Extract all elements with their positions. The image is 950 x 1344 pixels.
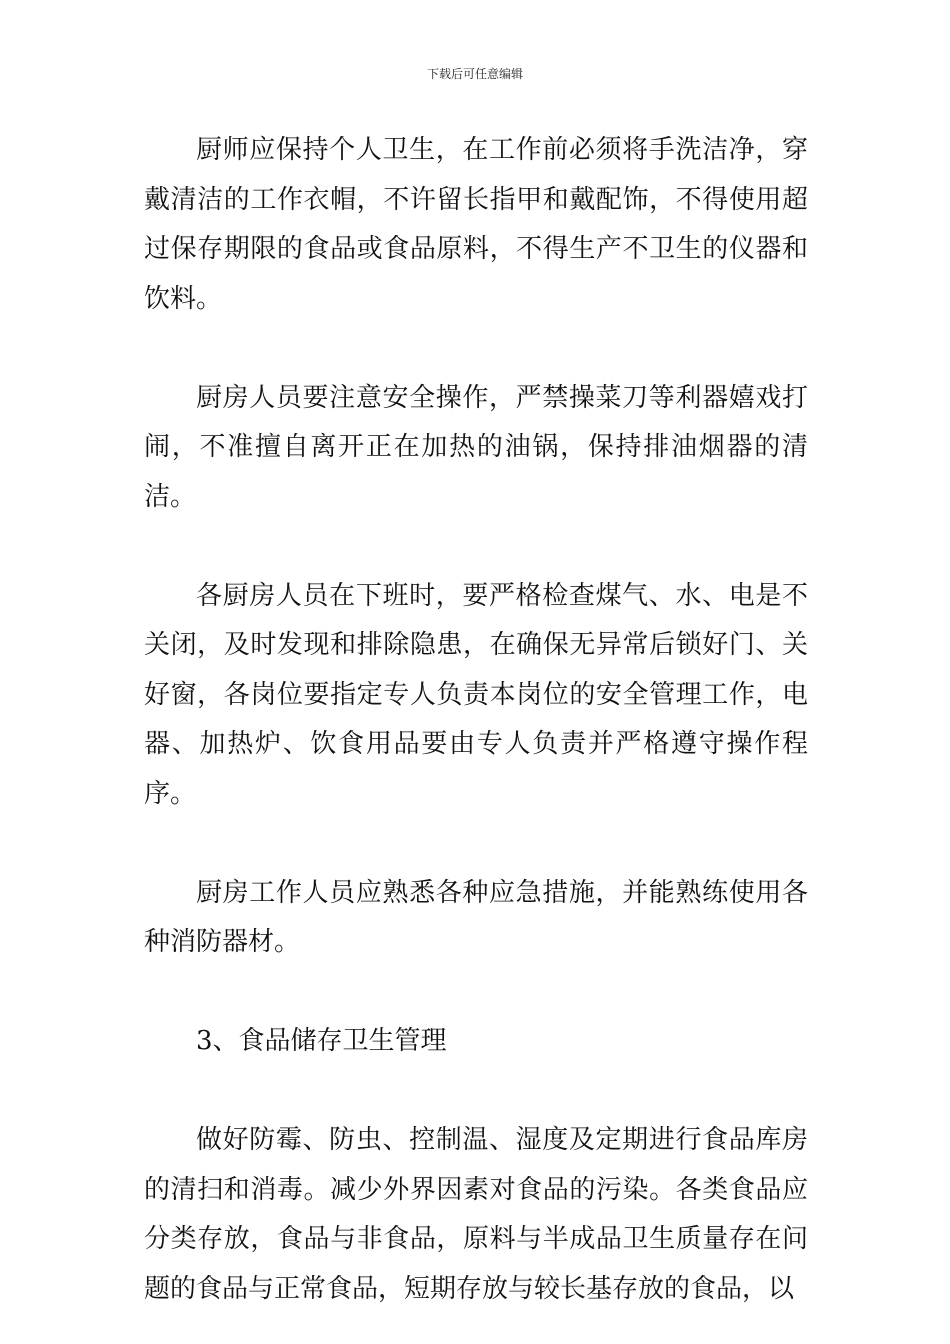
paragraph-spacer <box>144 522 808 572</box>
paragraph-spacer <box>144 1067 808 1117</box>
paragraph-closing-checks: 各厨房人员在下班时，要严格检查煤气、水、电是不关闭，及时发现和排除隐患，在确保无异常后锁好门、关好窗，各岗位要指定专人负责本岗位的安全管理工作，电器、加热炉、饮食用品要由专人负责并严格遵守操作程序。 <box>144 580 808 809</box>
document-body <box>144 126 808 1314</box>
paragraph-food-storage: 做好防霉、防虫、控制温、湿度及定期进行食品库房的清扫和消毒。减少外界因素对食品的污染。各类食品应分类存放，食品与非食品，原料与半成品卫生质量存在问题的食品与正常食品，短期存放与较长基存放的食品，以 <box>144 1125 808 1304</box>
paragraph-emergency-measures: 厨房工作人员应熟悉各种应急措施，并能熟练使用各种消防器材。 <box>144 877 808 957</box>
paragraph-chef-hygiene: 厨师应保持个人卫生，在工作前必须将手洗洁净，穿戴清洁的工作衣帽，不许留长指甲和戴配饰，不得使用超过保存期限的食品或食品原料，不得生产不卫生的仪器和饮料。 <box>144 135 808 314</box>
paragraph-spacer <box>144 968 808 1018</box>
paragraph-spacer <box>144 324 808 374</box>
page-header-note: 下载后可任意编辑 <box>426 67 523 81</box>
paragraph-spacer <box>144 819 808 869</box>
section-heading: 3、食品储存卫生管理 <box>196 1026 447 1056</box>
paragraph-kitchen-safety: 厨房人员要注意安全操作，严禁操菜刀等利器嬉戏打闹，不准擅自离开正在加热的油锅，保持排油烟器的清洁。 <box>144 382 808 512</box>
